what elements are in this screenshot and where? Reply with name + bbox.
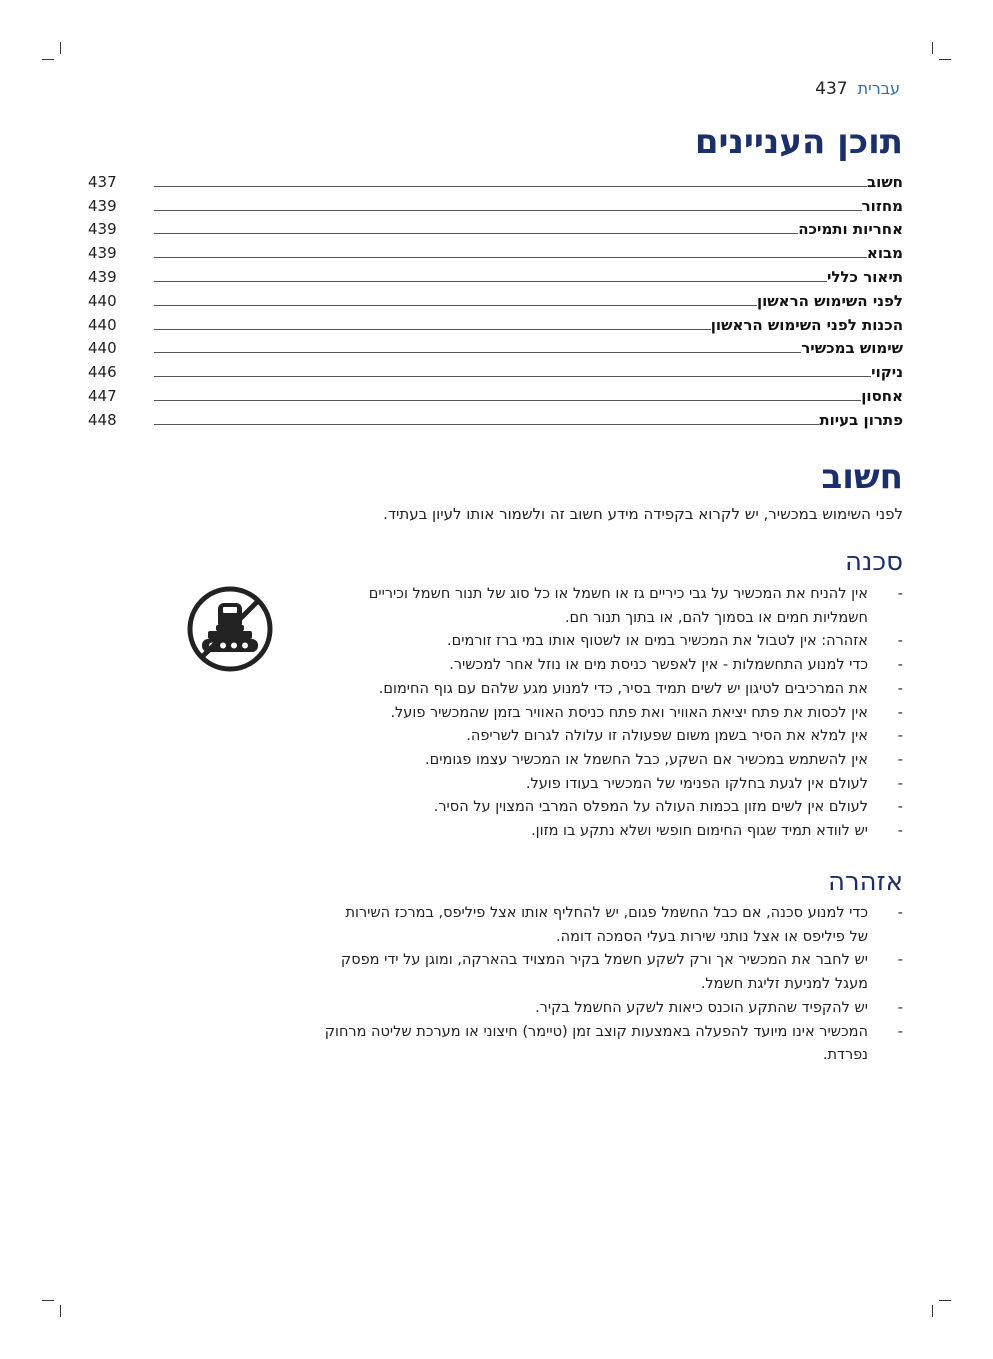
page-header (815, 79, 900, 99)
crop-mark (60, 1305, 61, 1317)
no-appliance-on-stove-icon (186, 585, 274, 673)
toc-entry-label: אחסון (861, 386, 903, 405)
toc-entry-label: שימוש במכשיר (801, 339, 903, 358)
toc-leader (154, 210, 862, 211)
toc-entry-label: תיאור כללי (826, 267, 903, 286)
bullet-marker: - (897, 823, 903, 840)
page-number: 437 (815, 79, 848, 99)
toc-entry-label: הכנות לפני השימוש הראשון (710, 315, 903, 334)
toc-entry[interactable] (88, 191, 903, 215)
toc-entry[interactable] (88, 167, 903, 191)
toc-entry-page: 448 (88, 410, 117, 429)
toc-entry-label: פתרון בעיות (819, 410, 903, 429)
toc-entry-page: 440 (88, 339, 117, 358)
toc-entry-page: 440 (88, 291, 117, 310)
toc-leader (154, 233, 798, 234)
danger-heading: סכנה (844, 547, 903, 577)
list-item-text: לעולם אין לגעת בחלקו הפנימי של המכשיר בעודו פועל. (525, 775, 868, 792)
list-item-text: אין להניח את המכשיר על גבי כיריים גז או חשמל או כל סוג של תנור חשמל וכיריים חשמליות חמים או בסמוך להם, או בתוך תנור חם. (368, 586, 868, 626)
list-item (323, 749, 903, 773)
list-item-text: אזהרה: אין לטבול את המכשיר במים או לשטוף אותו במי ברז זורמים. (447, 633, 868, 650)
list-item (323, 997, 903, 1021)
toc-title: תוכן העניינים (694, 122, 903, 162)
bullet-marker: - (897, 657, 903, 674)
toc-entry[interactable] (88, 310, 903, 334)
list-item-text: המכשיר אינו מיועד להפעלה באמצעות קוצב זמן (טיימר) חיצוני או מערכת שליטה מרחוק נפרדת. (324, 1023, 868, 1064)
crop-mark (939, 1300, 951, 1301)
toc-leader (154, 281, 827, 282)
toc-entry-label: מחזור (861, 196, 903, 215)
crop-mark (42, 1300, 54, 1301)
toc-entry[interactable] (88, 238, 903, 262)
bullet-marker: - (897, 905, 903, 921)
intro-paragraph: לפני השימוש במכשיר, יש לקרוא בקפידה מידע חשוב זה ולשמור אותו לעיון בעתיד. (383, 505, 903, 523)
list-item (323, 583, 903, 630)
language-label: עברית (857, 79, 900, 98)
list-item-text: אין לכסות את פתח יציאת האוויר ואת פתח כניסת האוויר בזמן שהמכשיר פועל. (390, 704, 868, 721)
list-item (323, 773, 903, 797)
toc-entry[interactable] (88, 215, 903, 239)
toc-entry[interactable] (88, 357, 903, 381)
warning-list (323, 902, 903, 1068)
warning-heading: אזהרה (827, 867, 903, 897)
bullet-marker: - (897, 775, 903, 792)
list-item (323, 902, 903, 949)
toc-leader (154, 376, 871, 377)
toc-entry[interactable] (88, 381, 903, 405)
list-item (323, 796, 903, 820)
bullet-marker: - (897, 799, 903, 816)
table-of-contents (88, 167, 903, 429)
toc-leader (154, 352, 801, 353)
toc-entry-label: מבוא (866, 244, 903, 263)
list-item-text: אין להשתמש במכשיר אם השקע, כבל החשמל או המכשיר עצמו פגומים. (425, 751, 868, 768)
toc-entry-label: חשוב (867, 172, 903, 191)
list-item (323, 1021, 903, 1068)
list-item (323, 678, 903, 702)
toc-entry-page: 437 (88, 172, 117, 191)
list-item-text: את המרכיבים לטיגון יש לשים תמיד בסיר, כדי למנוע מגע שלהם עם גוף החימום. (378, 680, 868, 697)
crop-mark (60, 42, 61, 54)
toc-entry-label: לפני השימוש הראשון (756, 291, 903, 310)
toc-leader (154, 329, 711, 330)
toc-entry[interactable] (88, 405, 903, 429)
list-item-text: לעולם אין לשים מזון בכמות העולה על המפלס המרבי המצוין על הסיר. (433, 799, 868, 816)
bullet-marker: - (897, 999, 903, 1016)
toc-entry-page: 440 (88, 315, 117, 334)
crop-mark (932, 42, 933, 54)
bullet-marker: - (897, 680, 903, 697)
toc-entry-label: ניקוי (871, 363, 903, 382)
list-item-text: יש לחבר את המכשיר אך ורק לשקע חשמל בקיר המצויד בהארקה, ומוגן על ידי מפסק מעגל למניעת זליגת חשמל. (340, 952, 868, 993)
toc-entry[interactable] (88, 286, 903, 310)
toc-entry-page: 439 (88, 220, 117, 239)
bullet-marker: - (897, 586, 903, 602)
toc-leader (154, 400, 861, 401)
list-item (323, 949, 903, 996)
list-item-text: יש לוודא תמיד שגוף החימום חופשי ושלא נתקע בו מזון. (531, 823, 868, 840)
crop-mark (939, 59, 951, 60)
toc-leader (154, 424, 819, 425)
bullet-marker: - (897, 728, 903, 745)
toc-leader (154, 257, 867, 258)
toc-entry[interactable] (88, 262, 903, 286)
toc-entry-label: אחריות ותמיכה (798, 220, 903, 239)
section-title-important: חשוב (821, 457, 903, 497)
list-item (323, 654, 903, 678)
list-item (323, 630, 903, 654)
crop-mark (42, 59, 54, 60)
list-item (323, 725, 903, 749)
bullet-marker: - (897, 1023, 903, 1040)
list-item (323, 702, 903, 726)
list-item-text: כדי למנוע התחשמלות - אין לאפשר כניסת מים או נוזל אחר למכשיר. (449, 657, 868, 674)
toc-leader (154, 186, 867, 187)
list-item-text: יש להקפיד שהתקע הוכנס כיאות לשקע החשמל בקיר. (535, 999, 868, 1016)
toc-entry-page: 439 (88, 244, 117, 263)
list-item (323, 820, 903, 844)
toc-entry-page: 439 (88, 267, 117, 286)
toc-entry-page: 439 (88, 196, 117, 215)
toc-leader (154, 305, 757, 306)
toc-entry-page: 446 (88, 363, 117, 382)
list-item-text: אין למלא את הסיר בשמן משום שפעולה זו עלולה לגרום לשריפה. (466, 728, 868, 745)
bullet-marker: - (897, 704, 903, 721)
bullet-marker: - (897, 952, 903, 969)
list-item-text: כדי למנוע סכנה, אם כבל החשמל פגום, יש להחליף אותו אצל פיליפס, במרכז השירות של פיליפס או אצל נותני שירות בעלי הסמכה דומה. (345, 905, 868, 945)
toc-entry[interactable] (88, 334, 903, 358)
bullet-marker: - (897, 751, 903, 768)
toc-entry-page: 447 (88, 386, 117, 405)
bullet-marker: - (897, 633, 903, 650)
danger-list (323, 583, 903, 844)
crop-mark (932, 1305, 933, 1317)
